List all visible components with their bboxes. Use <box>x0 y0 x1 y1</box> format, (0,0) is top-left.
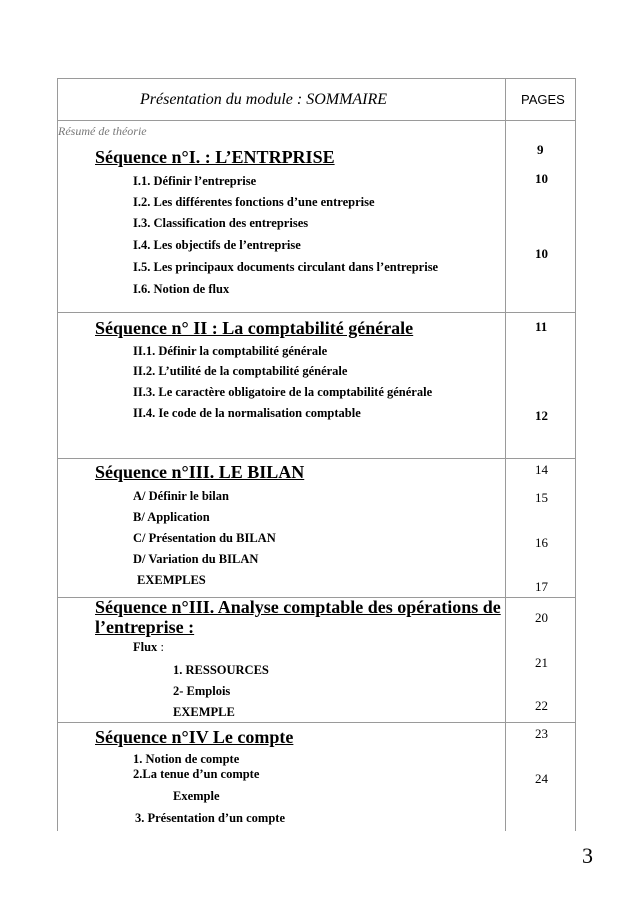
table-left-border <box>57 78 58 831</box>
table-top-border <box>57 78 576 79</box>
toc-item: I.4. Les objectifs de l’entreprise <box>133 238 301 252</box>
row-divider-4 <box>57 722 576 723</box>
page-number-cell: 9 <box>537 142 544 157</box>
section-title-5: Séquence n°IV Le compte <box>95 727 294 747</box>
toc-item: I.6. Notion de flux <box>133 282 230 296</box>
toc-item: C/ Présentation du BILAN <box>133 531 276 545</box>
resume-label: Résumé de théorie <box>58 124 147 138</box>
page-number-cell: 22 <box>535 698 548 713</box>
toc-item: D/ Variation du BILAN <box>133 552 259 566</box>
toc-item: I.5. Les principaux documents circulant dans l’entreprise <box>133 260 439 274</box>
page-number-cell: 20 <box>535 610 548 625</box>
toc-item: 3. Présentation d’un compte <box>135 811 285 825</box>
page-number-cell: 10 <box>535 171 548 186</box>
page-number-cell: 23 <box>535 726 548 741</box>
toc-item: I.3. Classification des entreprises <box>133 216 309 230</box>
page-number-cell: 11 <box>535 319 548 334</box>
page-number-cell: 16 <box>535 535 548 550</box>
section-title-4: Séquence n°III. Analyse comptable des opérations de l’entreprise : <box>95 597 501 637</box>
toc-item: 2.La tenue d’un compte <box>133 767 260 781</box>
table-right-border <box>575 78 576 831</box>
section-title-1: Séquence n°I. : L’ENTRPRISE <box>95 147 335 167</box>
page-number-cell: 17 <box>535 579 548 594</box>
page-number-cell: 21 <box>535 655 548 670</box>
toc-item: EXEMPLE <box>173 705 235 719</box>
header-bottom-border <box>57 120 576 121</box>
section-title-3: Séquence n°III. LE BILAN <box>95 462 305 482</box>
column-divider <box>505 78 506 831</box>
row-divider-2 <box>57 458 576 459</box>
row-divider-1 <box>57 312 576 313</box>
section-title-2: Séquence n° II : La comptabilité générale <box>95 318 414 338</box>
toc-item: II.3. Le caractère obligatoire de la comptabilité générale <box>133 385 433 399</box>
page-number-cell: 12 <box>535 408 548 423</box>
table-title: Présentation du module : SOMMAIRE <box>140 91 388 108</box>
toc-item: II.1. Définir la comptabilité générale <box>133 344 328 358</box>
toc-item: EXEMPLES <box>137 573 206 587</box>
toc-item: II.2. L’utilité de la comptabilité générale <box>133 364 348 378</box>
toc-item: 2- Emplois <box>173 684 231 698</box>
toc-item: 1. Notion de compte <box>133 752 240 766</box>
toc-item: A/ Définir le bilan <box>133 489 229 503</box>
toc-item: I.2. Les différentes fonctions d’une entreprise <box>133 195 375 209</box>
flux-colon: : <box>160 640 164 654</box>
document-page-number: 3 <box>582 843 593 868</box>
page-number-cell: 24 <box>535 771 548 786</box>
flux-label: Flux <box>133 640 158 654</box>
toc-item: 1. RESSOURCES <box>173 663 269 677</box>
toc-item: II.4. Ie code de la normalisation comptable <box>133 406 361 420</box>
toc-item: I.1. Définir l’entreprise <box>133 174 257 188</box>
pages-column-header: PAGES <box>521 92 565 107</box>
page-number-cell: 10 <box>535 246 548 261</box>
toc-item <box>133 640 164 655</box>
page-number-cell: 15 <box>535 490 548 505</box>
toc-item: Exemple <box>173 789 220 803</box>
page-number-cell: 14 <box>535 462 548 477</box>
toc-item: B/ Application <box>133 510 210 524</box>
